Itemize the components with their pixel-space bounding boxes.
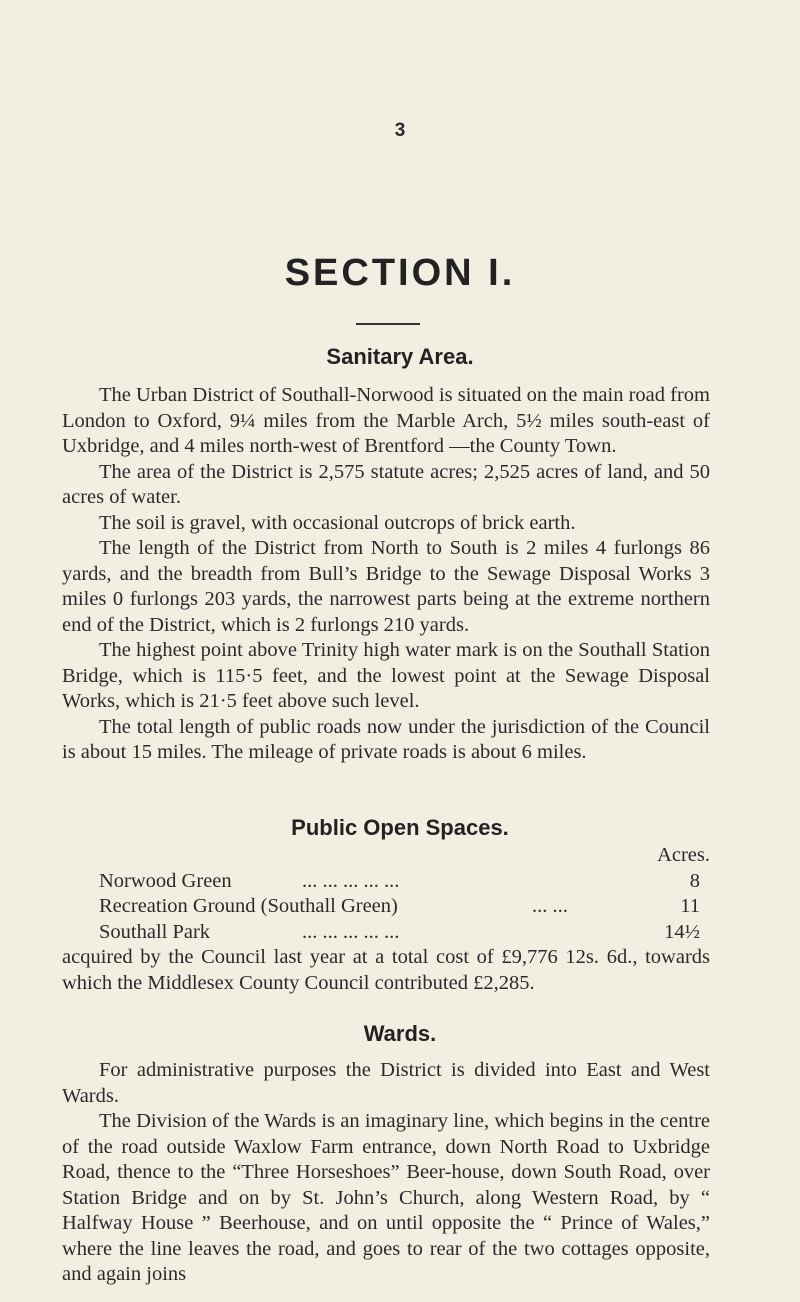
sanitary-area-body	[62, 383, 710, 766]
space-acres: 14½	[664, 920, 700, 943]
paragraph: The length of the District from North to South is 2 miles 4 furlongs 86 yards, and the breadth from Bull’s Bridge to the Sewage Disposal Works 3 miles 0 furlongs 203 yards, the narrowest parts being at the extreme northern end of the District, which is 2 furlongs 210 yards.	[62, 537, 710, 636]
leader-dots: ... ...	[532, 895, 568, 917]
space-name: Norwood Green	[99, 869, 232, 892]
leader-dots: ... ... ... ... ...	[302, 920, 400, 943]
space-name: Recreation Ground (Southall Green)	[99, 895, 398, 917]
wards-body	[62, 1058, 710, 1288]
wards-heading: Wards.	[363, 1021, 437, 1046]
leader-dots: ... ... ... ... ...	[302, 869, 400, 892]
page-number: 3	[394, 120, 406, 141]
table-row	[62, 920, 710, 946]
paragraph: acquired by the Council last year at a total cost of £9,776 12s. 6d., towards which the Middlesex County Council contributed £2,285.	[62, 946, 710, 994]
space-acres: 8	[689, 869, 700, 892]
paragraph: The soil is gravel, with occasional outcrops of brick earth.	[99, 511, 576, 534]
paragraph: For administrative purposes the District is divided into East and West Wards.	[62, 1059, 710, 1107]
table-row	[62, 894, 710, 920]
paragraph: The Division of the Wards is an imaginary line, which begins in the centre of the road outside Waxlow Farm entrance, down North Road to Uxbridge Road, thence to the “Three Horseshoes” Beer-house, down South Road, over Station Bridge and on by St. John’s Church, along Western Road, by “ Halfway House ” Beerhouse, and on until opposite the “ Prince of Wales,” where the line leaves the road, and goes to rear of the two cottages opposite, and again joins	[62, 1110, 710, 1285]
space-acres: 11	[680, 895, 700, 917]
space-name: Southall Park	[99, 920, 211, 943]
paragraph: The total length of public roads now under the jurisdiction of the Council is about 15 miles. The mileage of private roads is about 6 miles.	[62, 715, 710, 763]
sanitary-area-heading: Sanitary Area.	[326, 344, 474, 369]
paragraph: The area of the District is 2,575 statute acres; 2,525 acres of land, and 50 acres of water.	[62, 460, 710, 508]
open-spaces-note	[62, 945, 710, 996]
title-divider	[356, 323, 420, 325]
paragraph: The highest point above Trinity high water mark is on the Southall Station Bridge, which is 115·5 feet, and the lowest point at the Sewage Disposal Works, which is 21·5 feet above such level.	[62, 639, 710, 712]
section-title: SECTION I.	[284, 252, 516, 294]
paragraph: The Urban District of Southall-Norwood is situated on the main road from London to Oxford, 9¼ miles from the Marble Arch, 5½ miles south-east of Uxbridge, and 4 miles north-west of Brentford —the County Town.	[62, 384, 710, 457]
open-spaces-table	[62, 843, 710, 945]
table-row	[62, 869, 710, 895]
open-spaces-heading: Public Open Spaces.	[291, 815, 509, 840]
acres-column-header: Acres.	[657, 844, 710, 866]
